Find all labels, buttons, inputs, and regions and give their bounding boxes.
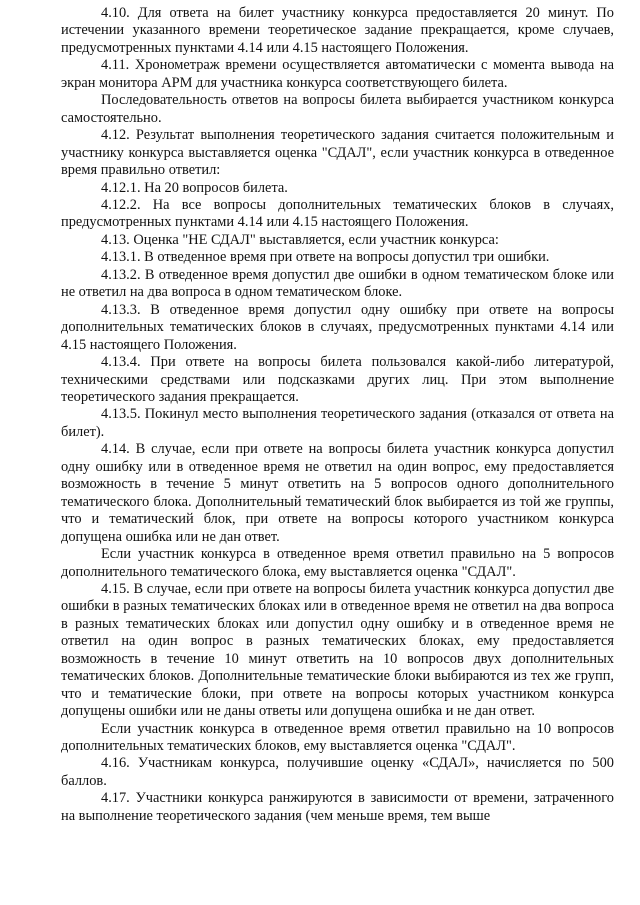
paragraph-4-14-result: Если участник конкурса в отведенное время ответил правильно на 5 вопросов дополнительного тематического блока, ему выставляется оценка "СДАЛ". — [61, 546, 614, 580]
paragraph-4-13-5: 4.13.5. Покинул место выполнения теоретического задания (отказался от ответа на билет). — [61, 406, 614, 440]
paragraph-4-10: 4.10. Для ответа на билет участнику конкурса предоставляется 20 минут. По истечении указанного времени теоретическое задание прекращается, кроме случаев, предусмотренных пунктами 4.14 или 4.15 настоящего Положения. — [61, 5, 614, 56]
paragraph-4-12: 4.12. Результат выполнения теоретического задания считается положительным и участнику конкурса выставляется оценка "СДАЛ", если участник конкурса в отведенное время правильно ответил: — [61, 127, 614, 179]
paragraph-4-17: 4.17. Участники конкурса ранжируются в зависимости от времени, затраченного на выполнение теоретического задания (чем меньше время, тем выше — [61, 790, 614, 824]
paragraph-4-13-3: 4.13.3. В отведенное время допустил одну ошибку при ответе на вопросы дополнительных тематических блоков в случаях, предусмотренных пунктами 4.14 или 4.15 настоящего Положения. — [61, 301, 614, 353]
paragraph-4-15: 4.15. В случае, если при ответе на вопросы билета участник конкурса допустил две ошибки в разных тематических блоках или в отведенное время не ответил на два вопроса в разных тематических блоках или допустил одну ошибку и в отведенное время не ответил на один вопрос в разных тематических блоках, ему предоставляется возможность в течение 10 минут ответить на 10 вопросов двух дополнительных тематических блоков. Дополнительные тематические блоки выбираются из тех же групп, что и тематические блоки, при ответе на вопросы которых участником конкурса допущены ошибки или не даны ответы или допущена ошибка и не дан ответ. — [61, 580, 614, 720]
paragraph-answer-order: Последовательность ответов на вопросы билета выбирается участником конкурса самостоятельно. — [61, 92, 614, 126]
paragraph-4-13: 4.13. Оценка "НЕ СДАЛ" выставляется, если участник конкурса: — [101, 231, 499, 248]
paragraph-4-13-2: 4.13.2. В отведенное время допустил две ошибки в одном тематическом блоке или не ответил на два вопроса в одном тематическом блоке. — [61, 266, 614, 301]
paragraph-4-16: 4.16. Участникам конкурса, получившие оценку «СДАЛ», начисляется по 500 баллов. — [61, 755, 614, 789]
paragraph-4-13-4: 4.13.4. При ответе на вопросы билета пользовался какой-либо литературой, техническими средствами или подсказками других лиц. При этом выполнение теоретического задания прекращается. — [61, 354, 614, 405]
paragraph-4-15-result: Если участник конкурса в отведенное время ответил правильно на 10 вопросов дополнительных тематических блоков, ему выставляется оценка "СДАЛ". — [61, 720, 614, 755]
paragraph-4-13-1: 4.13.1. В отведенное время при ответе на вопросы допустил три ошибки. — [101, 249, 550, 266]
paragraph-4-14: 4.14. В случае, если при ответе на вопросы билета участник конкурса допустил одну ошибку или в отведенное время не ответил на один вопрос, ему предоставляется возможность в течение 5 минут ответить на 5 вопросов одного дополнительного тематического блока. Дополнительный тематический блок выбирается из той же группы, что и тематический блок, при ответе на вопросы которого участником конкурса допущена ошибка или не дан ответ. — [61, 441, 614, 545]
paragraph-4-11: 4.11. Хронометраж времени осуществляется автоматически с момента вывода на экран монитора АРМ для участника конкурса соответствующего билета. — [61, 57, 614, 91]
paragraph-4-12-1: 4.12.1. На 20 вопросов билета. — [101, 179, 288, 196]
paragraph-4-12-2: 4.12.2. На все вопросы дополнительных тематических блоков в случаях, предусмотренных пунктами 4.14 или 4.15 настоящего Положения. — [61, 196, 614, 231]
